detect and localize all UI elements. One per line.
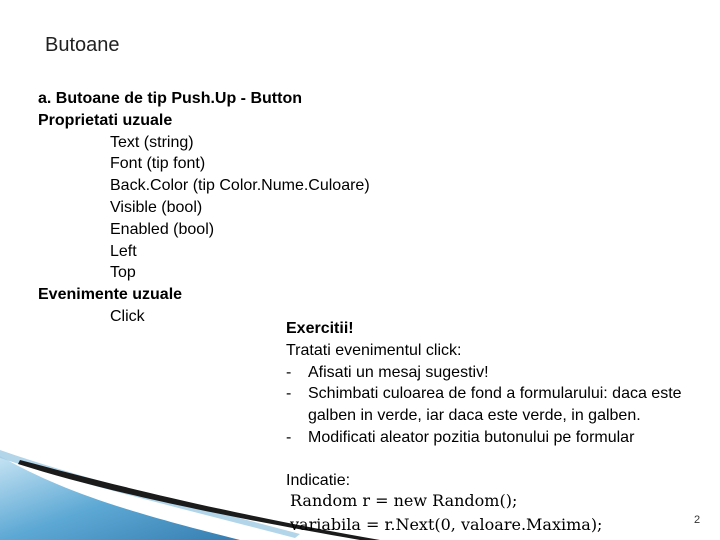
property-item: Visible (bool)	[110, 198, 203, 216]
property-item: Back.Color (tip Color.Nume.Culoare)	[110, 177, 370, 195]
exercise-text: Schimbati culoarea de fond a formularului: daca este	[308, 385, 682, 403]
section-heading: a. Butoane de tip Push.Up - Button	[38, 90, 302, 107]
page-number: 2	[694, 514, 701, 526]
dash: -	[286, 428, 292, 446]
exercises-block	[286, 318, 682, 449]
exercise-item	[286, 362, 682, 384]
events-heading: Evenimente uzuale	[38, 286, 183, 304]
slide-title: Butoane	[45, 34, 120, 56]
property-item: Top	[110, 264, 136, 282]
event-item: Click	[110, 307, 145, 325]
exercises-title: Exercitii!	[286, 320, 354, 337]
property-item: Text (string)	[110, 133, 194, 151]
dash: -	[286, 363, 292, 381]
exercise-text: Afisati un mesaj sugestiv!	[308, 363, 489, 381]
properties-heading: Proprietati uzuale	[38, 111, 173, 129]
exercise-text-continued: galben in verde, iar daca este verde, in galben.	[308, 407, 641, 425]
property-item: Font (tip font)	[110, 155, 206, 173]
code-line: Random r = new Random();	[290, 491, 518, 510]
code-line: variabila = r.Next(0, valoare.Maxima);	[290, 515, 603, 534]
dash: -	[286, 385, 292, 403]
code-snippet	[290, 489, 602, 537]
content-block	[38, 88, 370, 328]
exercise-item	[286, 383, 682, 405]
exercises-intro: Tratati evenimentul click:	[286, 341, 462, 359]
exercise-item	[286, 427, 682, 449]
property-item: Enabled (bool)	[110, 220, 215, 238]
property-item: Left	[110, 242, 137, 260]
hint-label: Indicatie:	[286, 472, 351, 489]
exercise-text: Modificati aleator pozitia butonului pe formular	[308, 428, 635, 446]
